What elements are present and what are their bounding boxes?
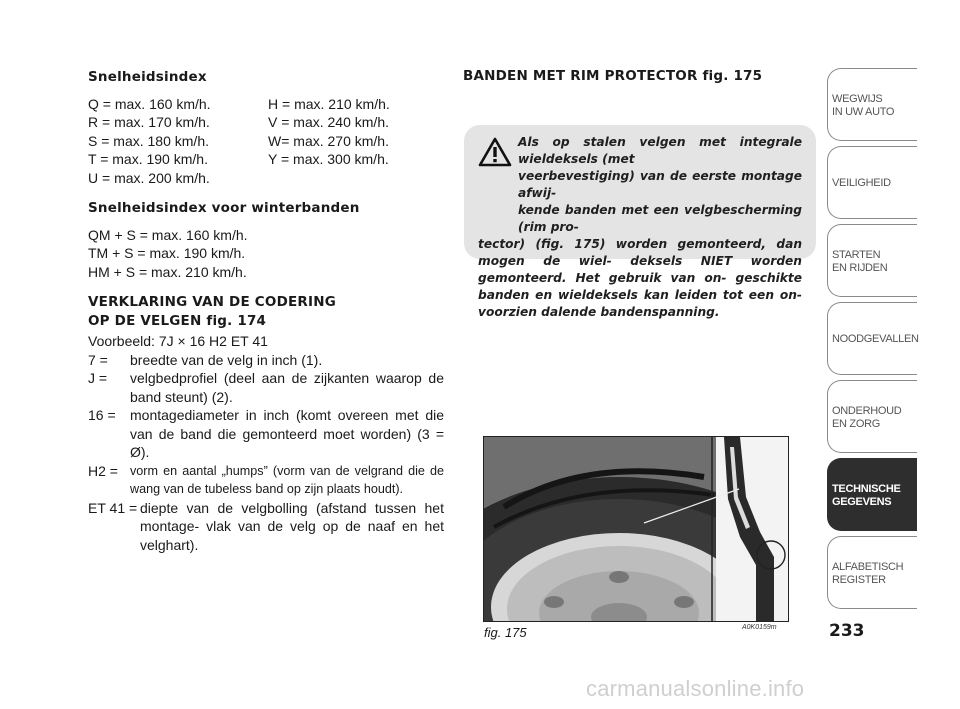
tire-rim-protector-illustration [483,436,789,622]
speed-index-entry: H = max. 210 km/h. [268,95,390,112]
speed-index-entry: U = max. 200 km/h. [88,169,210,186]
coding-item: ET 41 = diepte van de velgbolling (afstand tussen het montage- vlak van de velg op de naaf en het velghart). [88,499,444,553]
tab-wegwijs[interactable]: WEGWIJS IN UW AUTO [827,68,917,141]
speed-index-entry: V = max. 240 km/h. [268,114,389,130]
speed-index-entry: R = max. 170 km/h. [88,114,210,130]
tab-technische-gegevens[interactable]: TECHNISCHE GEGEVENS [827,458,917,531]
warning-text: Als op stalen velgen met integrale wieldeksels (met veerbevestiging) van de eerste montage afwij- kende banden met een velgbescherming (rim pro- tector) (fig. 175) worden gemonteerd, dan mogen de wiel- deksels NIET worden gemonteerd. Het gebruik van on- geschikte banden en wieldeksels kan leiden tot een on- voorzien dalende bandenspanning. [478,135,802,319]
tab-veiligheid[interactable]: VEILIGHEID [827,146,917,219]
rim-protector-heading: BANDEN MET RIM PROTECTOR fig. 175 [463,68,763,84]
coding-heading: VERKLARING VAN DE CODERING OP DE VELGEN fig. 174 [88,294,336,329]
section-tabs [827,68,917,614]
speed-index-entry: T = max. 190 km/h. [88,151,208,167]
winter-heading: Snelheidsindex voor winterbanden [88,200,360,216]
tab-noodgevallen[interactable]: NOODGEVALLEN [827,302,917,375]
page-number: 233 [829,621,865,641]
speed-index-heading: Snelheidsindex [88,69,207,85]
speed-index-entry: S = max. 180 km/h. [88,132,209,149]
left-column [88,68,444,554]
speed-index-entry: W= max. 270 km/h. [268,132,389,149]
coding-item: 7 = breedte van de velg in inch (1). [88,351,323,368]
winter-entry: QM + S = max. 160 km/h. [88,226,248,243]
winter-entry: HM + S = max. 210 km/h. [88,263,247,280]
coding-item: J = velgbedprofiel (deel aan de zijkanten waarop de band steunt) (2). [88,370,444,405]
speed-index-table [88,95,444,188]
coding-item: H2 = vorm en aantal „humps” (vorm van de velgrand die de wang van de tubeless band op zijn plaats houdt). [88,462,444,496]
winter-entry: TM + S = max. 190 km/h. [88,245,246,261]
tab-onderhoud[interactable]: ONDERHOUD EN ZORG [827,380,917,453]
coding-item: 16 = montagediameter in inch (komt overeen met die van de band die gemonteerd moet worden) (3 = Ø). [88,407,444,460]
watermark-text: carmanualsonline.info [586,676,805,701]
coding-example: Voorbeeld: 7J × 16 H2 ET 41 [88,333,268,349]
tab-starten[interactable]: STARTEN EN RIJDEN [827,224,917,297]
tab-alfabetisch-register[interactable]: ALFABETISCH REGISTER [827,536,917,609]
figure-code: A0K0159m [742,624,777,631]
speed-index-entry: Y = max. 300 km/h. [268,151,389,167]
tire-illustration-svg [484,437,788,621]
warning-box [464,125,816,319]
figure-caption: fig. 175 [484,625,527,640]
speed-index-entry: Q = max. 160 km/h. [88,95,211,112]
coding-list [88,332,444,554]
winter-list [88,226,444,282]
